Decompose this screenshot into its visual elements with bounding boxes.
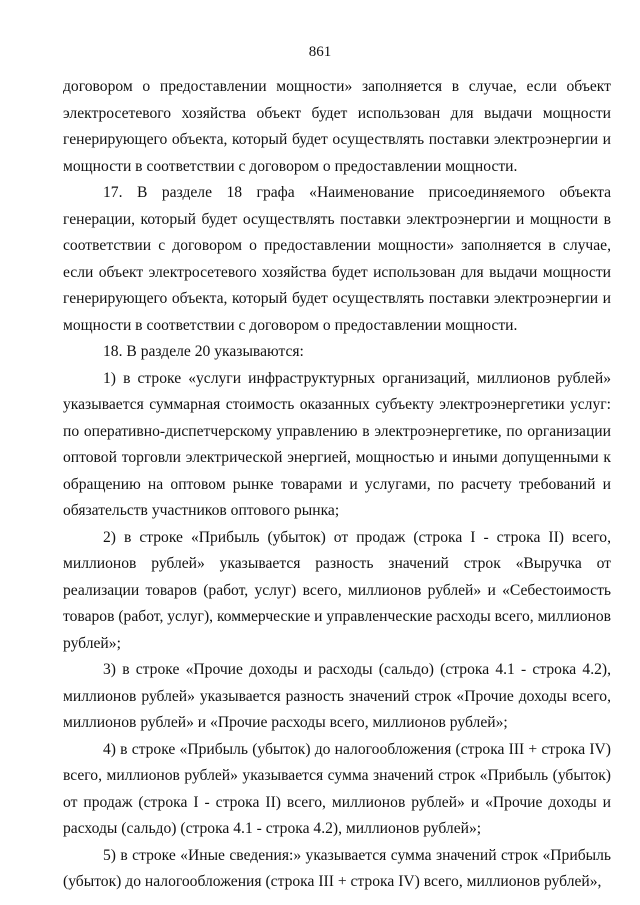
page-number: 861: [308, 44, 332, 60]
paragraph-subitem-5: 5) в строке «Иные сведения:» указывается сумма значений строк «Прибыль (убыток) до налогообложения (строка III + строка IV) всего, миллионов рублей»,: [63, 846, 611, 890]
document-body: [63, 74, 611, 896]
paragraph-item-18: 18. В разделе 20 указываются:: [103, 343, 304, 360]
paragraph-subitem-3: 3) в строке «Прочие доходы и расходы (сальдо) (строка 4.1 - строка 4.2), миллионов рублей» указывается разность значений строк «Прочие доходы всего, миллионов рублей» и «Прочие расходы всего, миллионов рублей»;: [63, 661, 611, 731]
paragraph-subitem-1: 1) в строке «услуги инфраструктурных организаций, миллионов рублей» указывается суммарная стоимость оказанных субъекту электроэнергетики услуг: по оперативно-диспетчерскому управлению в электроэнергетике, по организации оптовой торговли электрической энергией, мощностью и иными допущенными к обращению на оптовом рынке товарами и услугами, по расчету требований и обязательств участников оптового рынка;: [63, 369, 611, 519]
paragraph-subitem-2: 2) в строке «Прибыль (убыток) от продаж (строка I - строка II) всего, миллионов рублей» указывается разность значений строк «Выручка от реализации товаров (работ, услуг) всего, миллионов рублей» и «Себестоимость товаров (работ, услуг), коммерческие и управленческие расходы всего, миллионов рублей»;: [63, 528, 611, 652]
paragraph-continuation: договором о предоставлении мощности» заполняется в случае, если объект электросетевого хозяйства объект будет использован для выдачи мощности генерирующего объекта, который будет осуществлять поставки электроэнергии и мощности в соответствии с договором о предоставлении мощности.: [63, 78, 611, 175]
paragraph-subitem-4: 4) в строке «Прибыль (убыток) до налогообложения (строка III + строка IV) всего, миллионов рублей» указывается сумма значений строк «Прибыль (убыток) от продаж (строка I - строка II) всего, миллионов рублей» и «Прочие доходы и расходы (сальдо) (строка 4.1 - строка 4.2), миллионов рублей»;: [63, 740, 611, 837]
paragraph-item-17: 17. В разделе 18 графа «Наименование присоединяемого объекта генерации, который будет осуществлять поставки электроэнергии и мощности в соответствии с договором о предоставлении мощности» заполняется в случае, если объект электросетевого хозяйства будет использован для выдачи мощности генерирующего объекта, который будет осуществлять поставки электроэнергии и мощности в соответствии с договором о предоставлении мощности.: [63, 184, 611, 334]
